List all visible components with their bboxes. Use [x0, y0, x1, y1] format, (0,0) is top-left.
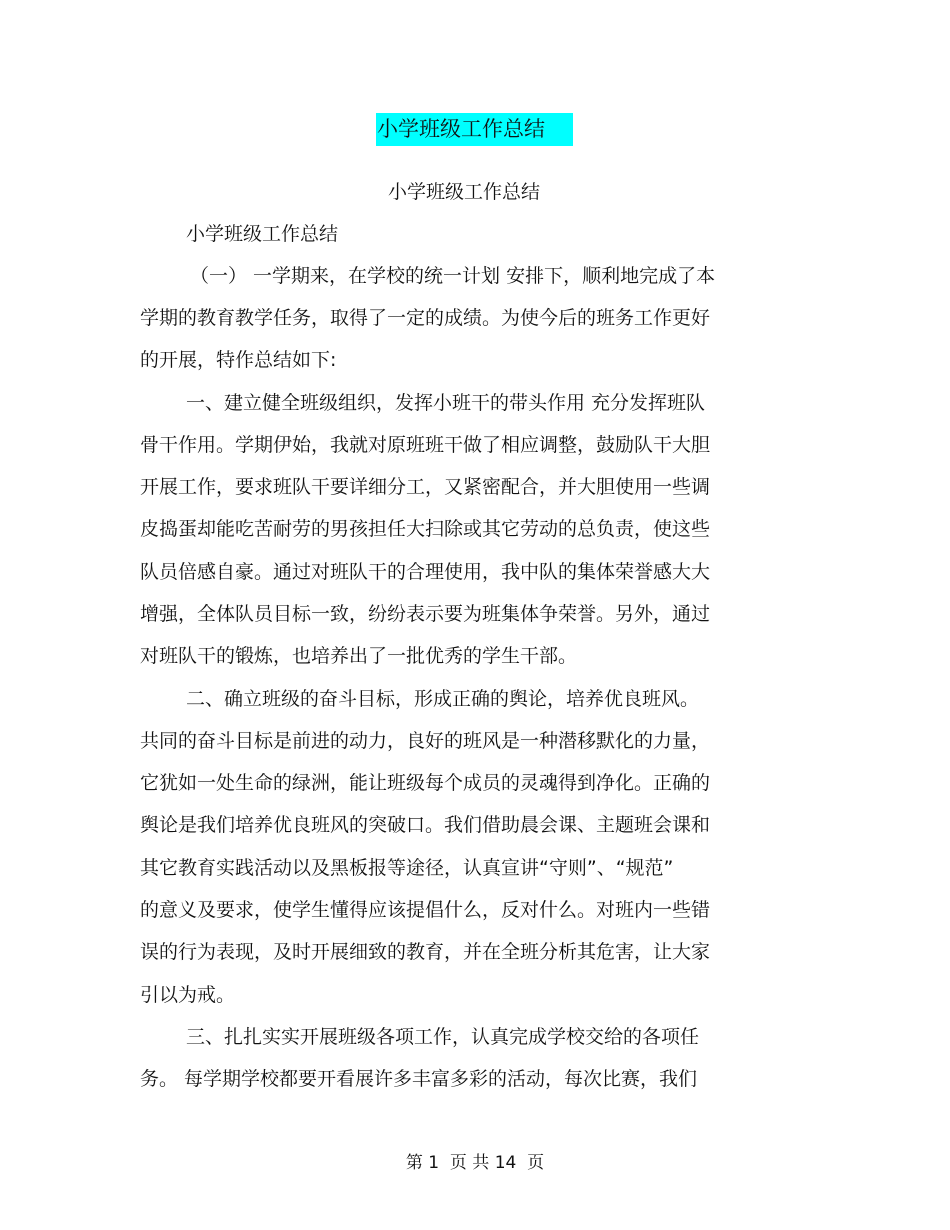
body-line: 的意义及要求，使学生懂得应该提倡什么，反对什么。对班内一些错: [140, 899, 711, 921]
document-title: 小学班级工作总结: [376, 113, 573, 146]
body-line: 队员倍感自豪。通过对班队干的合理使用，我中队的集体荣誉感大大: [140, 561, 711, 583]
body-line: 对班队干的锻炼，也培养出了一批优秀的学生干部。: [140, 645, 578, 667]
body-line: 误的行为表现，及时开展细致的教育，并在全班分析其危害，让大家: [140, 941, 711, 963]
body-line: 的开展，特作总结如下:: [140, 349, 337, 371]
body-line: 增强，全体队员目标一致，纷纷表示要为班集体争荣誉。另外，通过: [140, 603, 711, 625]
body-line: 舆论是我们培养优良班风的突破口。我们借助晨会课、主题班会课和: [140, 814, 711, 836]
body-line: 二、确立班级的奋斗目标，形成正确的舆论，培养优良班风。: [186, 688, 700, 710]
body-line: 开展工作，要求班队干要详细分工，又紧密配合，并大胆使用一些调: [140, 476, 711, 498]
body-line: 务。 每学期学校都要开看展许多丰富多彩的活动，每次比赛，我们: [140, 1068, 698, 1090]
body-line: 皮捣蛋却能吃苦耐劳的男孩担任大扫除或其它劳动的总负责，使这些: [140, 518, 711, 540]
document-subtitle: 小学班级工作总结: [388, 181, 541, 203]
body-line: 引以为戒。: [140, 984, 236, 1006]
body-line: 小学班级工作总结: [186, 223, 339, 245]
body-line: （一） 一学期来，在学校的统一计划 安排下，顺利地完成了本: [190, 265, 716, 287]
body-line: 共同的奋斗目标是前进的动力，良好的班风是一种潜移默化的力量，: [140, 730, 711, 752]
body-line: 它犹如一处生命的绿洲，能让班级每个成员的灵魂得到净化。正确的: [140, 772, 711, 794]
page-footer: 第 1 页 共 14 页: [405, 1153, 545, 1173]
body-line: 三、扎扎实实开展班级各项工作，认真完成学校交给的各项任: [186, 1026, 700, 1048]
body-line: 其它教育实践活动以及黑板报等途径，认真宣讲“守则”、“规范”: [140, 857, 674, 879]
body-line: 一、建立健全班级组织，发挥小班干的带头作用 充分发挥班队: [186, 392, 706, 414]
body-line: 学期的教育教学任务，取得了一定的成绩。为使今后的班务工作更好: [140, 307, 711, 329]
body-line: 骨干作用。学期伊始，我就对原班班干做了相应调整，鼓励队干大胆: [140, 434, 711, 456]
